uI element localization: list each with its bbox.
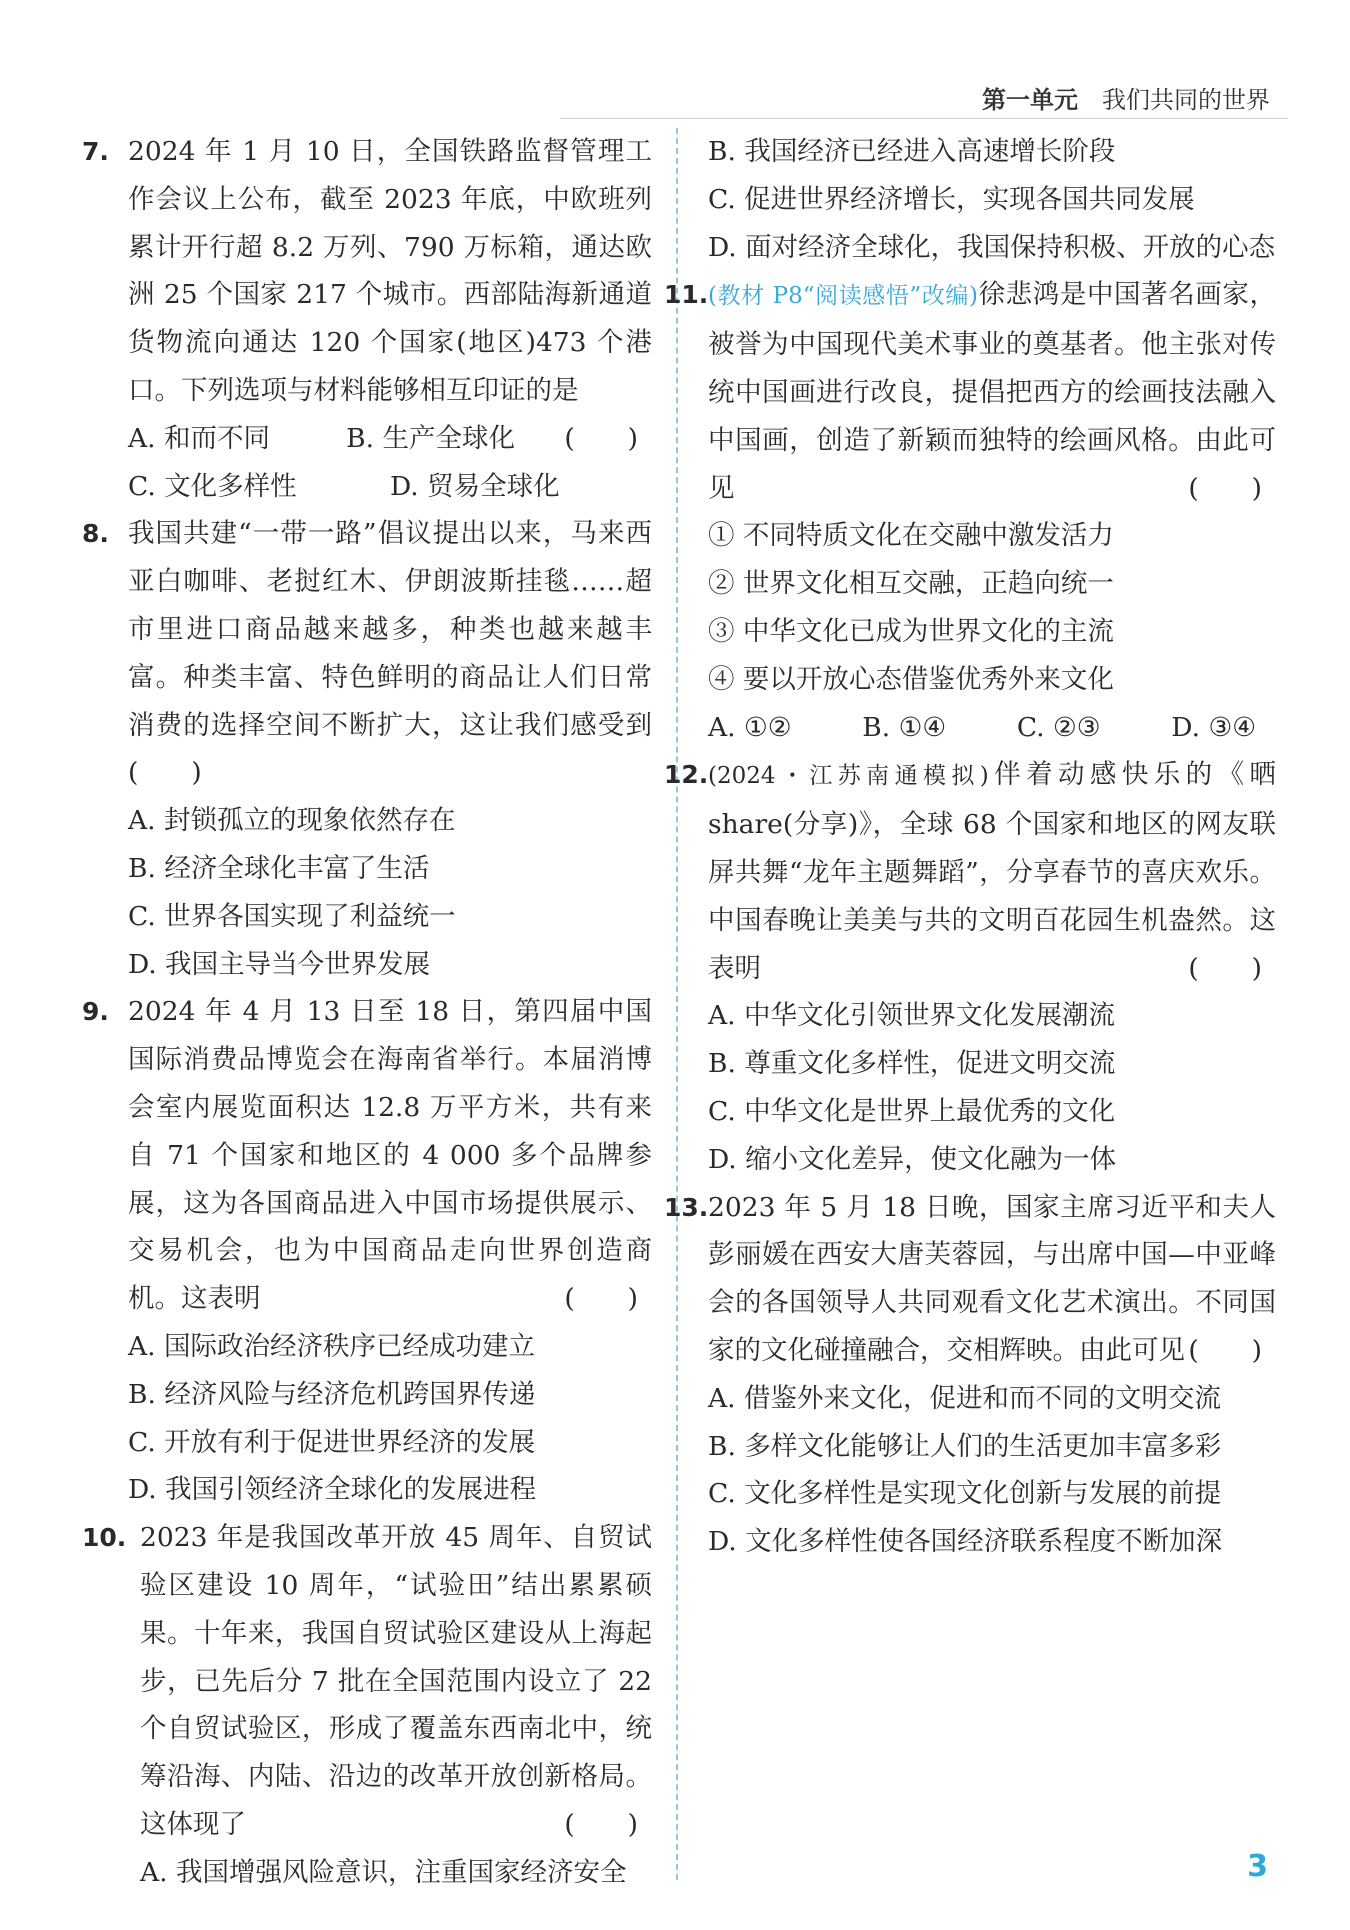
question-7 (82, 128, 652, 510)
option-c: C. 促进世界经济增长，实现各国共同发展 (708, 183, 1195, 215)
question-number: 7. (82, 137, 109, 166)
option-c: C. 世界各国实现了利益统一 (128, 900, 456, 932)
option-row (128, 415, 564, 463)
answer-blank: ( ) (564, 1808, 638, 1840)
option-d: D. 缩小文化差异，使文化融为一体 (708, 1143, 1117, 1175)
option-c: C. 中华文化是世界上最优秀的文化 (708, 1095, 1116, 1127)
option-c: C. 文化多样性 (128, 470, 297, 502)
question-10 (82, 1514, 652, 1896)
question-number: 12. (664, 760, 709, 790)
header-rule (560, 118, 1288, 119)
option-a: A. 我国增强风险意识，注重国家经济安全 (140, 1856, 627, 1888)
option-d: D. 我国引领经济全球化的发展进程 (128, 1474, 537, 1506)
answer-blank: ( ) (1188, 472, 1262, 504)
option-d: D. 面对经济全球化，我国保持积极、开放的心态 (708, 231, 1276, 263)
option-a: A. 封锁孤立的现象依然存在 (128, 805, 456, 837)
option-c: C. 开放有利于促进世界经济的发展 (128, 1426, 536, 1458)
option-d: D. 文化多样性使各国经济联系程度不断加深 (708, 1526, 1223, 1558)
option-b: B. 我国经济已经进入高速增长阶段 (708, 136, 1116, 167)
option-b: B. 生产全球化 (346, 422, 515, 454)
answer-blank: ( ) (128, 757, 202, 789)
question-number: 11. (664, 280, 709, 310)
answer-blank: ( ) (1188, 1334, 1262, 1366)
question-stem: (2024・江苏南通模拟)伴着动感快乐的《晒 share(分享)》，全球 68 个国家和地区的网友联屏共舞“龙年主题舞蹈”，分享春节的喜庆欢乐。中国春晚让美美与共的文明百花园生机盎然。这表明 ( ) (708, 751, 1276, 992)
option-row (708, 704, 1276, 752)
question-8 (82, 510, 652, 988)
unit-label: 第一单元 (982, 86, 1078, 114)
statement-3: ③ 中华文化已成为世界文化的主流 (708, 615, 1114, 647)
option-b: B. ①④ (862, 711, 947, 743)
statement-1: ① 不同特质文化在交融中激发活力 (708, 520, 1114, 552)
unit-header (982, 80, 1270, 115)
question-12 (664, 751, 1276, 1183)
question-stem: 我国共建“一带一路”倡议提出以来，马来西亚白咖啡、老挝红木、伊朗波斯挂毯……超市里进口商品越来越多，种类也越来越丰富。种类丰富、特色鲜明的商品让人们日常消费的选择空间不断扩大，这让我们感受到( ) (128, 518, 652, 789)
option-c: C. 文化多样性是实现文化创新与发展的前提 (708, 1478, 1222, 1510)
page-number: 3 (1247, 1849, 1268, 1884)
option-d: D. 贸易全球化 (390, 470, 560, 502)
option-a: A. 国际政治经济秩序已经成功建立 (128, 1330, 535, 1362)
option-d: D. 我国主导当今世界发展 (128, 948, 431, 980)
question-stem: (教材 P8“阅读感悟”改编)徐悲鸿是中国著名画家，被誉为中国现代美术事业的奠基者。他主张对传统中国画进行改良，提倡把西方的绘画技法融入中国画，创造了新颖而独特的绘画风格。由此可见 ( ) (708, 271, 1276, 512)
option-b: B. 多样文化能够让人们的生活更加丰富多彩 (708, 1430, 1222, 1462)
question-stem: 2024 年 4 月 13 日至 18 日，第四届中国国际消费品博览会在海南省举行。本届消博会室内展览面积达 12.8 万平方米，共有来自 71 个国家和地区的 4 000 多个品牌参展，这为各国商品进入中国市场提供展示、交易机会，也为中国商品走向世界创造商机。这表明 ( ) (128, 988, 652, 1323)
question-9 (82, 988, 652, 1514)
option-a: A. 和而不同 (128, 422, 270, 454)
option-a: A. 中华文化引领世界文化发展潮流 (708, 1000, 1115, 1032)
question-source: (2024・江苏南通模拟) (708, 763, 989, 790)
statement-2: ② 世界文化相互交融，正趋向统一 (708, 568, 1114, 600)
option-b: B. 经济全球化丰富了生活 (128, 852, 430, 884)
question-13 (664, 1184, 1276, 1566)
left-column (82, 128, 652, 1896)
option-a: A. ①② (708, 711, 792, 743)
statement-4: ④ 要以开放心态借鉴优秀外来文化 (708, 663, 1114, 695)
option-d: D. ③④ (1171, 711, 1256, 743)
option-c: C. ②③ (1016, 711, 1101, 743)
right-column (664, 128, 1276, 1566)
option-row (128, 463, 652, 511)
question-stem: 2023 年是我国改革开放 45 周年、自贸试验区建设 10 周年，“试验田”结出累累硕果。十年来，我国自贸试验区建设从上海起步，已先后分 7 批在全国范围内设立了 22 个自贸试验区，形成了覆盖东西南北中，统筹沿海、内陆、沿边的改革开放创新格局。这体现了 ( ) (128, 1514, 652, 1849)
question-source: (教材 P8“阅读感悟”改编) (708, 283, 978, 310)
column-divider (676, 128, 678, 1880)
question-number: 9. (82, 997, 109, 1027)
unit-title: 我们共同的世界 (1102, 86, 1270, 114)
option-b: B. 经济风险与经济危机跨国界传递 (128, 1378, 536, 1410)
answer-blank: ( ) (1188, 952, 1262, 984)
question-stem: 2023 年 5 月 18 日晚，国家主席习近平和夫人彭丽媛在西安大唐芙蓉园，与出席中国—中亚峰会的各国领导人共同观看文化艺术演出。不同国家的文化碰撞融合，交相辉映。由此可见 ( ) (708, 1184, 1276, 1375)
question-number: 8. (82, 519, 109, 549)
question-stem: 2024 年 1 月 10 日，全国铁路监督管理工作会议上公布，截至 2023 年底，中欧班列累计开行超 8.2 万列、790 万标箱，通达欧洲 25 个国家 217 个城市。西部陆海新通道货物流向通达 120 个国家(地区)473 个港口。下列选项与材料能够相互印证的是 ( ) (128, 128, 652, 415)
question-number: 13. (664, 1192, 709, 1222)
question-11 (664, 271, 1276, 751)
answer-blank: ( ) (564, 422, 638, 454)
question-number: 10. (82, 1523, 127, 1553)
option-a: A. 借鉴外来文化，促进和而不同的文明交流 (708, 1382, 1221, 1414)
question-10-continued (708, 128, 1276, 271)
answer-blank: ( ) (564, 1283, 638, 1315)
option-b: B. 尊重文化多样性，促进文明交流 (708, 1048, 1116, 1080)
